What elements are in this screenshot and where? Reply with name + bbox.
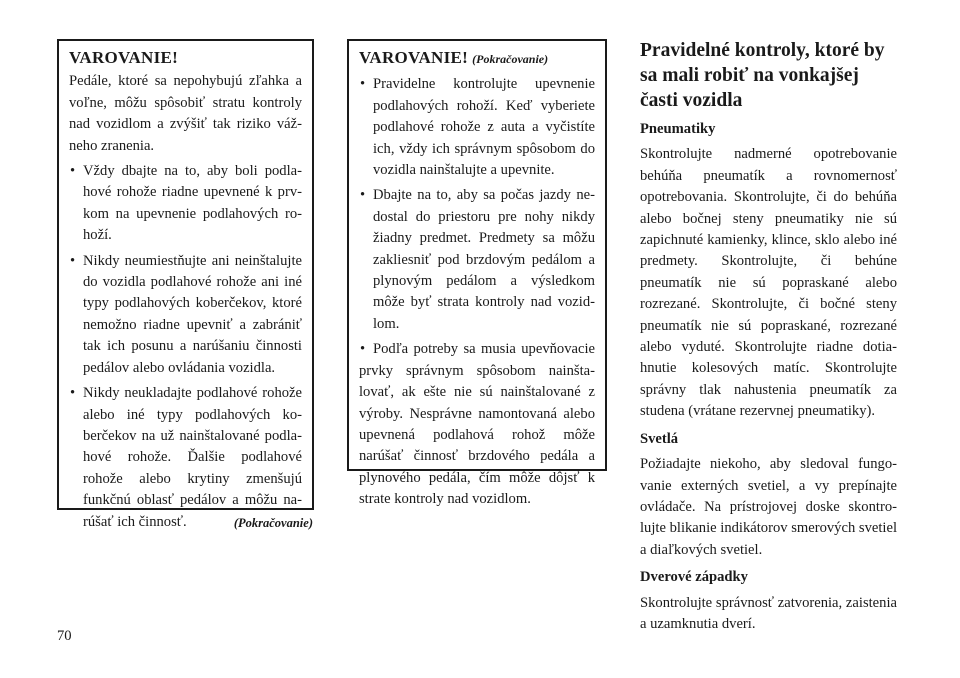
warning-intro: Pedále, ktoré sa nepohybujú zľahka a voľne, môžu spôsobiť stratu kontroly nad vozidlom a zvýšiť tak riziko vážneho zranenia. [69,73,302,154]
subsection-title-door-latches: Dverové západky [640,569,748,586]
subsection-text-door-latches: Skontrolujte správnosť zatvorenia, zaistenia a uzamknutia dverí. [640,594,897,632]
warning-bullet: • Nikdy neukladajte podlahové rohože alebo iné typy podlahových koberčekov na už nainštalované podlahové rohože. Ďalšie podlahové rohože alebo krytiny zmenšujú funkčnú oblasť pedálov a môžu narúšať ich činnosť. [69,383,302,533]
warning-bullet: • Dbajte na to, aby sa počas jazdy nedostal do priestoru pre nohy nikdy žiadny predmet. Predmety sa môžu zakliesniť pod brzdovým pedálom a plynovým pedálom a výsledkom môže byť strata kontroly nad vozidlom. [359,185,595,335]
subsection-title-lights: Svetlá [640,430,679,447]
subsection-title-tires: Pneumatiky [640,121,716,137]
continued-label: (Pokračovanie) [472,52,549,66]
warning-bullet: • Pravidelne kontrolujte upevnenie podlahových rohoží. Keď vyberiete podlahové rohože z auta a vyčistíte ich, vždy ich správnym spôsobom do vozidla nainštalujte a upevnite. [359,74,595,181]
subsection-text-tires: Skontrolujte nadmerné opotrebovanie behúňa pneumatík a rovnomernosť opotrebovania. Skontrolujte, či do behúňa alebo bočnej steny pneumatiky nie sú zapichnuté kamienky, klince, sklo alebo iné predmety. Skontrolujte, či behúne pneumatík nie sú popraskané alebo rozrezané. Skontrolujte, či bočné steny pneumatík nie sú popraskané, rozrezané alebo vyduté. Skontrolujte riadne dotiahnutie kolesových matíc. Skontrolujte správny tlak nahustenia pneumatík za studena (vrátane rezervnej pneumatiky). [640,146,897,420]
warning-bullet: • Vždy dbajte na to, aby boli podlahové rohože riadne upevnené k prvkom na upevnenie podlahových rohoží. [69,161,302,247]
warning-list [69,161,302,533]
inspection-section [640,38,897,635]
warning-box-continued [347,39,607,508]
warning-title: VAROVANIE! [359,48,469,67]
warning-bullet: • Nikdy neumiestňujte ani neinštalujte do vozidla podlahové rohože ani iné typy podlahových koberčekov, ktoré nemožno riadne upevniť a zabrániť tak ich posunu a narúšaniu činnosti pedálov alebo ovládania vozidla. [69,251,302,379]
continued-note: (Pokračovanie) [233,516,313,530]
page-number: 70 [57,628,72,644]
warning-title: VAROVANIE! [69,48,179,67]
section-heading: Pravidelné kontroly, ktoré by sa mali robiť na vonkajšej časti vozidla [640,40,885,111]
warning-title-continued [359,47,595,70]
warning-bullet: • Podľa potreby sa musia upevňovacie prvky správnym spôsobom nainštalovať, ak ešte nie sú nainštalované z výroby. Nesprávne namontovaná alebo upevnená podlahová rohož môže narúšať činnosť brzdového pedála a plynového pedála, čím môže dôjsť k strate kontroly nad vozidlom. [359,339,595,510]
warning-list [359,74,595,510]
subsection-text-lights: Požiadajte niekoho, aby sledoval fungovanie externých svetiel, a vy prepínajte ovládače. Na prístrojovej doske skontrolujte blikanie indikátorov smerových svetiel a diaľkových svetiel. [640,456,897,558]
